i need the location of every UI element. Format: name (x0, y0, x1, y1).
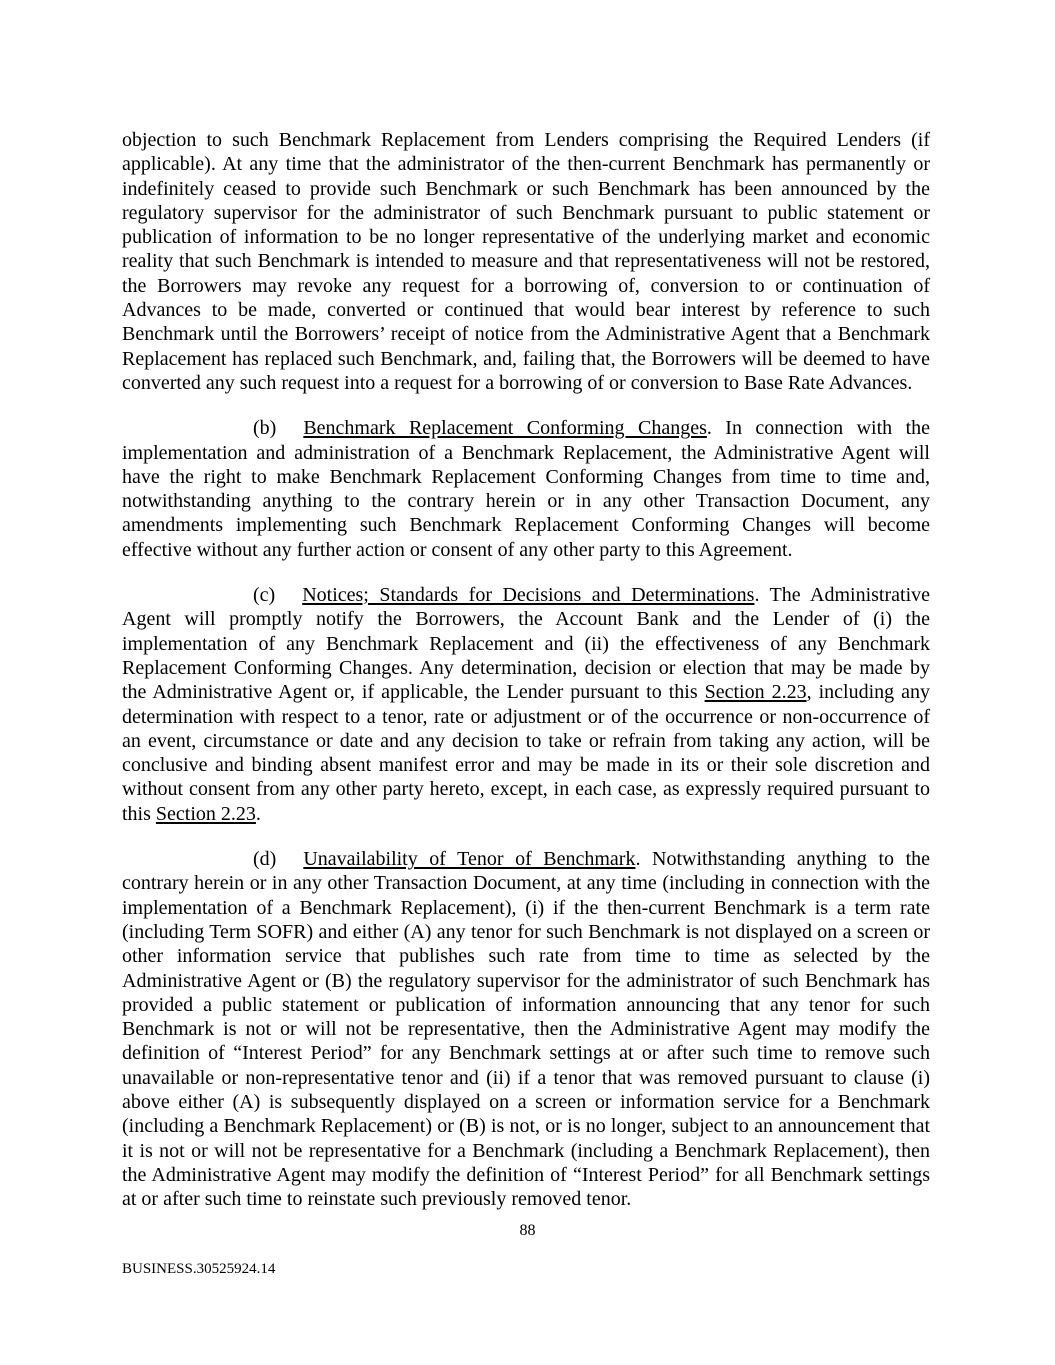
paragraph-b-benchmark-replacement-conforming-changes (122, 416, 930, 562)
paragraph-text: , including any determination with respect to a tenor, rate or adjustment or of the occurrence or non-occurrence of an event, circumstance or date and any decision to take or refrain from taking any action, will be conclusive and binding absent manifest error and may be made in its or their sole discretion and without consent from any other party hereto, except, in each case, as expressly required pursuant to this (122, 681, 930, 825)
document-body (122, 128, 930, 1211)
heading-notices-standards-for-decisions-and-determinations: Notices; Standards for Decisions and Determinations (302, 584, 755, 607)
section-2-23-reference: Section 2.23 (155, 802, 256, 825)
footer-document-id: BUSINESS.30525924.14 (122, 1261, 276, 1277)
paragraph-c-notices-standards (122, 583, 930, 826)
paragraph-label: (b) (253, 417, 277, 440)
page-number: 88 (519, 1222, 536, 1239)
paragraph-d-unavailability-of-tenor (122, 847, 930, 1211)
section-2-23-reference: Section 2.23 (704, 681, 807, 704)
paragraph-text: . (255, 802, 261, 825)
paragraph-text: . Notwithstanding anything to the contrary herein or in any other Transaction Document, at any time (including in connection with the implementation of a Benchmark Replacement), (i) if the then-current Benchmark is a term rate (including Term SOFR) and either (A) any tenor for such Benchmark is not displayed on a screen or other information service that publishes such rate from time to time as selected by the Administrative Agent or (B) the regulatory supervisor for the administrator of such Benchmark has provided a public statement or publication of information announcing that any tenor for such Benchmark is not or will not be representative, then the Administrative Agent may modify the definition of “Interest Period” for any Benchmark settings at or after such time to remove such unavailable or non-representative tenor and (ii) if a tenor that was removed pursuant to clause (i) above either (A) is subsequently displayed on a screen or information service for a Benchmark (including a Benchmark Replacement) or (B) is not, or is no longer, subject to an announcement that it is not or will not be representative for a Benchmark (including a Benchmark Replacement), then the Administrative Agent may modify the definition of “Interest Period” for all Benchmark settings at or after such time to reinstate such previously removed tenor. (122, 848, 930, 1211)
heading-unavailability-of-tenor-of-benchmark: Unavailability of Tenor of Benchmark (303, 848, 636, 871)
heading-benchmark-replacement-conforming-changes: Benchmark Replacement Conforming Changes (303, 417, 707, 440)
paragraph-label: (c) (253, 584, 276, 607)
paragraph-text: . The Administrative Agent will promptly notify the Borrowers, the Account Bank and the Lender of (i) the implementation of any Benchmark Replacement and (ii) the effectiveness of any Benchmark Replacement Conforming Changes. Any determination, decision or election that may be made by the Administrative Agent or, if applicable, the Lender pursuant to this (122, 584, 930, 704)
paragraph-text: . In connection with the implementation and administration of a Benchmark Replacement, the Administrative Agent will have the right to make Benchmark Replacement Conforming Changes from time to time and, notwithstanding anything to the contrary herein or in any other Transaction Document, any amendments implementing such Benchmark Replacement Conforming Changes will become effective without any further action or consent of any other party to this Agreement. (122, 417, 931, 561)
paragraph-label: (d) (253, 848, 277, 871)
paragraph-a-continuation (122, 128, 930, 395)
paragraph-text: objection to such Benchmark Replacement from Lenders comprising the Required Lenders (if applicable). At any time that the administrator of the then-current Benchmark has permanently or indefinitely ceased to provide such Benchmark or such Benchmark has been announced by the regulatory supervisor for the administrator of such Benchmark pursuant to public statement or publication of information to be no longer representative of the underlying market and economic reality that such Benchmark is intended to measure and that representativeness will not be restored, the Borrowers may revoke any request for a borrowing of, conversion to or continuation of Advances to be made, converted or continued that would bear interest by reference to such Benchmark until the Borrowers’ receipt of notice from the Administrative Agent that a Benchmark Replacement has replaced such Benchmark, and, failing that, the Borrowers will be deemed to have converted any such request into a request for a borrowing of or conversion to Base Rate Advances. (122, 129, 930, 394)
